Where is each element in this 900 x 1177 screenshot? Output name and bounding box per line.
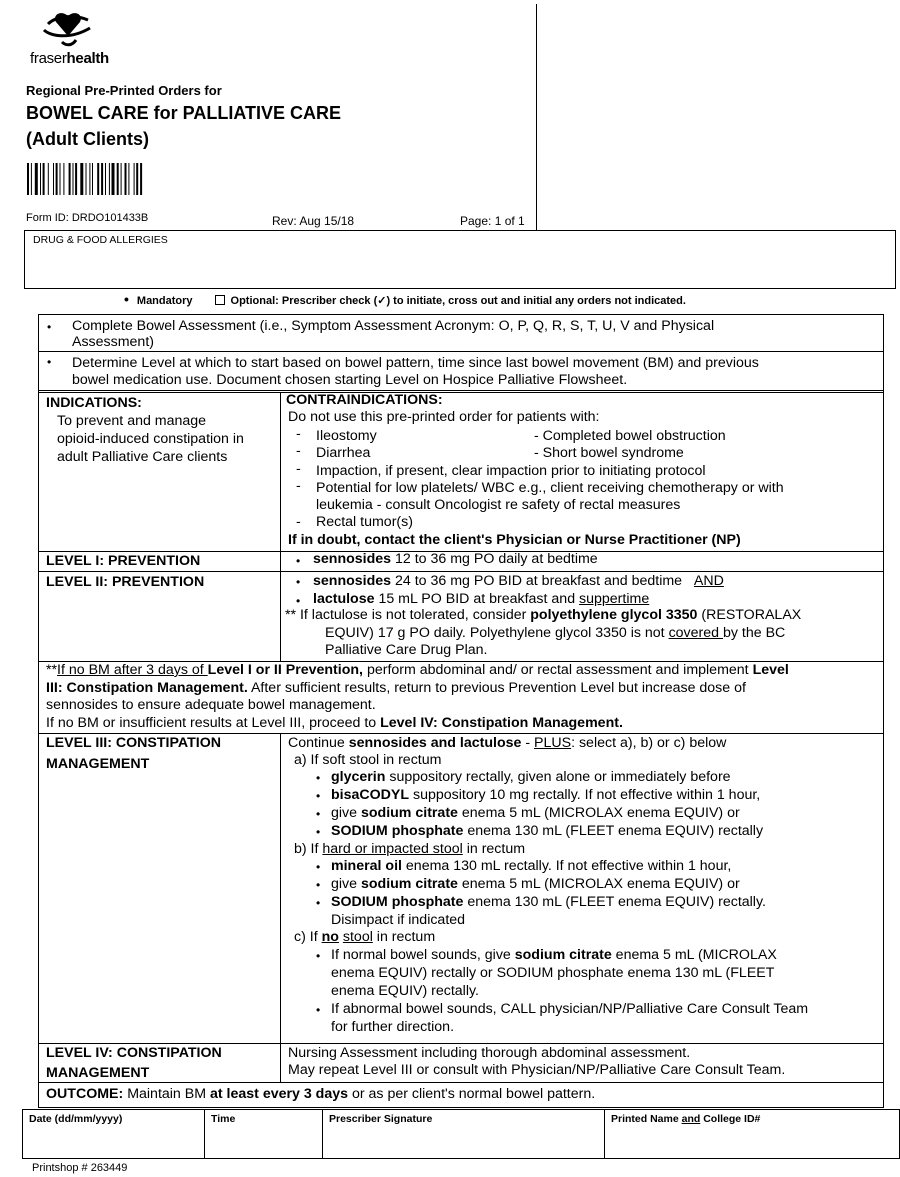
escalation-note: III: Constipation Management. After sufficient results, return to previous Prevention Level but increase dose of	[46, 680, 746, 696]
escalation-note: **If no BM after 3 days of Level I or II Prevention, perform abdominal and/ or rectal assessment and implement Level	[46, 662, 789, 678]
allergies-field[interactable]	[24, 230, 896, 289]
level3-c-item: enema EQUIV) rectally.	[331, 983, 479, 999]
level3-intro: Continue sennosides and lactulose - PLUS: select a), b) or c) below	[288, 735, 727, 751]
level2-label: LEVEL II: PREVENTION	[46, 574, 205, 590]
contraindications-heading: CONTRAINDICATIONS:	[286, 392, 443, 408]
bullet-icon: •	[316, 807, 321, 821]
form-title-line1: BOWEL CARE for PALLIATIVE CARE	[26, 103, 341, 123]
assessment-line: Complete Bowel Assessment (i.e., Symptom Assessment Acronym: O, P, Q, R, S, T, U, V and Physical	[72, 318, 715, 334]
contraindication-item: leukemia - consult Oncologist re safety of rectal measures	[316, 497, 681, 513]
level4-label: MANAGEMENT	[46, 1065, 150, 1081]
outcome-text: OUTCOME: Maintain BM at least every 3 days or as per client's normal bowel pattern.	[46, 1086, 596, 1102]
level4-text: May repeat Level III or consult with Physician/NP/Palliative Care Consult Team.	[288, 1062, 786, 1078]
dash-marker: -	[296, 514, 301, 530]
legend	[124, 291, 686, 307]
row-divider	[39, 1043, 884, 1044]
prescriber-signature-field[interactable]	[323, 1110, 605, 1158]
time-label: Time	[211, 1113, 236, 1125]
bullet-icon: •	[296, 594, 301, 608]
row-divider	[39, 1082, 884, 1083]
revision-date: Rev: Aug 15/18	[272, 214, 355, 228]
assessment-line: Determine Level at which to start based on bowel pattern, time since last bowel movement (BM) and previous	[72, 355, 759, 371]
logo-wordmark: fraserhealth	[30, 50, 109, 67]
level2-note: ** If lactulose is not tolerated, consider polyethylene glycol 3350 (RESTORALAX	[285, 607, 802, 623]
level3-a-item: glycerin suppository rectally, given alone or immediately before	[331, 769, 731, 785]
level3-b-item: Disimpact if indicated	[331, 912, 466, 928]
level2-note: EQUIV) 17 g PO daily. Polyethylene glycol 3350 is not covered by the BC	[325, 625, 786, 641]
indications-text: opioid-induced constipation in	[57, 431, 244, 447]
contraindication-item: - Completed bowel obstruction	[534, 428, 726, 444]
contraindication-item: Potential for low platelets/ WBC e.g., client receiving chemotherapy or with	[316, 480, 784, 496]
header-divider	[536, 4, 537, 230]
bullet-icon: •	[316, 789, 321, 803]
level4-text: Nursing Assessment including thorough abdominal assessment.	[288, 1045, 691, 1061]
bullet-icon: •	[316, 878, 321, 892]
printed-name-field[interactable]	[605, 1110, 899, 1158]
printshop-number: Printshop # 263449	[32, 1162, 128, 1174]
level2-note: Palliative Care Drug Plan.	[325, 642, 488, 658]
bullet-icon: •	[316, 771, 321, 785]
bullet-icon: •	[316, 949, 321, 963]
indications-heading: INDICATIONS:	[46, 395, 142, 411]
bullet-icon: •	[316, 896, 321, 910]
contraindication-item: Impaction, if present, clear impaction prior to initiating protocol	[316, 463, 706, 479]
level2-order-lactulose[interactable]: lactulose 15 mL PO BID at breakfast and suppertime	[313, 591, 650, 607]
assessment-line: bowel medication use. Document chosen starting Level on Hospice Palliative Flowsheet.	[72, 372, 628, 388]
level3-c-item: If normal bowel sounds, give sodium citrate enema 5 mL (MICROLAX	[331, 947, 777, 963]
bullet-icon: •	[316, 825, 321, 839]
level3-b-item: SODIUM phosphate enema 130 mL (FLEET enema EQUIV) rectally.	[331, 894, 766, 910]
legend-optional: Optional: Prescriber check (✓) to initiate, cross out and initial any orders not indicated.	[230, 295, 686, 307]
page-number: Page: 1 of 1	[460, 214, 525, 228]
row-divider	[39, 392, 884, 393]
bullet-icon: •	[47, 355, 52, 369]
contraindications-doubt: If in doubt, contact the client's Physician or Nurse Practitioner (NP)	[288, 532, 741, 548]
level1-order[interactable]: sennosides 12 to 36 mg PO daily at bedtime	[313, 551, 598, 567]
bullet-icon: •	[47, 320, 52, 334]
row-divider	[39, 351, 884, 352]
printed-name-label: Printed Name and College ID#	[611, 1113, 761, 1125]
contraindication-item: Diarrhea	[316, 445, 371, 461]
escalation-note: If no BM or insufficient results at Level III, proceed to Level IV: Constipation Management.	[46, 715, 623, 731]
form-id: Form ID: DRDO101433B	[26, 212, 149, 224]
escalation-note: sennosides to ensure adequate bowel management.	[46, 697, 376, 713]
column-divider	[280, 733, 281, 1082]
bullet-icon: •	[124, 291, 129, 307]
level3-label: LEVEL III: CONSTIPATION	[46, 735, 221, 751]
level3-c-item: If abnormal bowel sounds, CALL physician/NP/Palliative Care Consult Team	[331, 1001, 809, 1017]
bullet-icon: •	[316, 1003, 321, 1017]
contraindications-intro: Do not use this pre-printed order for patients with:	[288, 409, 600, 425]
contraindication-item: Rectal tumor(s)	[316, 514, 413, 530]
level3-b-item: give sodium citrate enema 5 mL (MICROLAX enema EQUIV) or	[331, 876, 740, 892]
checkbox-icon	[215, 295, 225, 305]
legend-mandatory: Mandatory	[136, 295, 193, 307]
bullet-icon: •	[296, 575, 301, 589]
contraindication-item: Ileostomy	[316, 428, 377, 444]
bullet-icon: •	[296, 554, 301, 568]
row-divider	[39, 733, 884, 734]
form-title-line2: (Adult Clients)	[26, 129, 149, 149]
column-divider	[280, 392, 281, 661]
indications-text: To prevent and manage	[57, 413, 207, 429]
level4-label: LEVEL IV: CONSTIPATION	[46, 1045, 222, 1061]
level3-b-item: mineral oil enema 130 mL rectally. If not effective within 1 hour,	[331, 858, 732, 874]
dash-marker: -	[296, 461, 301, 477]
bullet-icon: •	[316, 860, 321, 874]
time-field[interactable]	[205, 1110, 323, 1158]
level3-label: MANAGEMENT	[46, 756, 150, 772]
row-divider	[39, 390, 884, 391]
date-field[interactable]	[23, 1110, 205, 1158]
barcode-image	[27, 163, 183, 195]
dash-marker: -	[296, 426, 301, 442]
level2-order-sennosides[interactable]: sennosides 24 to 36 mg PO BID at breakfast and bedtime AND	[313, 573, 724, 589]
fraserhealth-logo-icon	[26, 6, 126, 52]
level3-c-item: enema EQUIV) rectally or SODIUM phosphate enema 130 mL (FLEET	[331, 965, 775, 981]
orders-table	[38, 314, 884, 1108]
level3-option-c[interactable]: c) If no stool in rectum	[294, 929, 436, 945]
dash-marker: -	[296, 443, 301, 459]
level3-a-item: give sodium citrate enema 5 mL (MICROLAX enema EQUIV) or	[331, 805, 740, 821]
contraindication-item: - Short bowel syndrome	[534, 445, 684, 461]
level3-c-item: for further direction.	[331, 1019, 455, 1035]
level1-label: LEVEL I: PREVENTION	[46, 553, 201, 569]
indications-text: adult Palliative Care clients	[57, 449, 228, 465]
signature-table	[22, 1109, 900, 1159]
row-divider	[39, 571, 884, 572]
level3-a-item: bisaCODYL suppository 10 mg rectally. If not effective within 1 hour,	[331, 787, 761, 803]
signature-label: Prescriber Signature	[329, 1113, 433, 1125]
level3-option-b[interactable]: b) If hard or impacted stool in rectum	[294, 841, 526, 857]
form-subtitle: Regional Pre-Printed Orders for	[26, 83, 222, 98]
assessment-line: Assessment)	[72, 334, 154, 350]
level3-a-item: SODIUM phosphate enema 130 mL (FLEET enema EQUIV) rectally	[331, 823, 764, 839]
date-label: Date (dd/mm/yyyy)	[29, 1113, 123, 1125]
dash-marker: -	[296, 478, 301, 494]
allergies-label: DRUG & FOOD ALLERGIES	[33, 234, 168, 246]
level3-option-a[interactable]: a) If soft stool in rectum	[294, 752, 442, 768]
